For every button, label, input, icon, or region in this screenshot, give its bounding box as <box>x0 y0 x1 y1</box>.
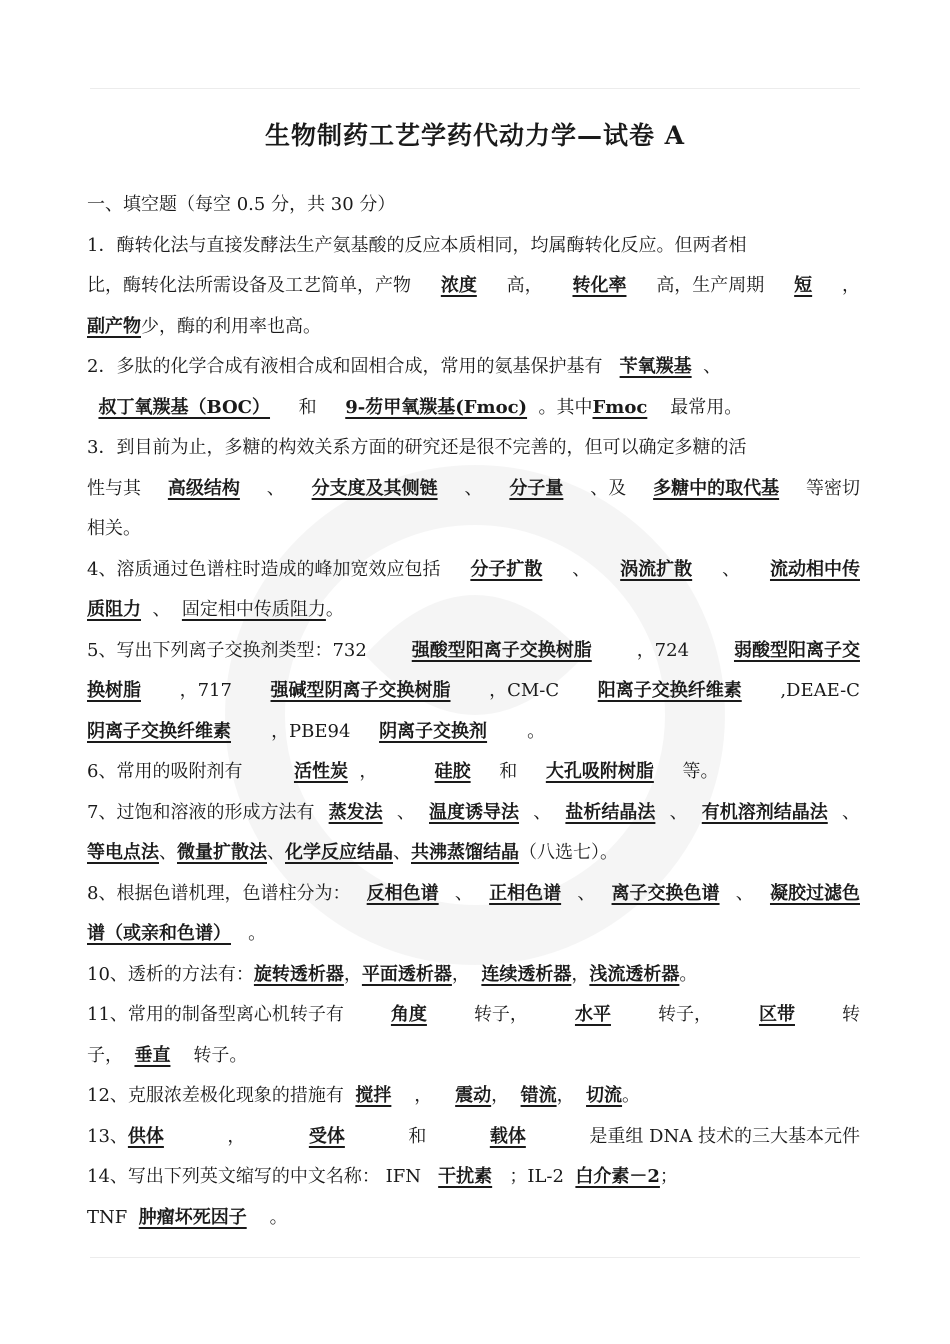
q14-text: 14、写出下列英文缩写的中文名称： IFN <box>87 1166 421 1187</box>
q12-answer-1: 搅拌 <box>355 1085 392 1106</box>
q11-text: 转子。 <box>193 1044 248 1066</box>
q4-answer-4: 固定相中传质阻力 <box>181 599 326 620</box>
q7-line-2 <box>87 833 860 874</box>
q12-text: 12、克服浓差极化现象的措施有 <box>87 1085 344 1106</box>
q2-line-1 <box>87 347 860 388</box>
q13-answer-2: 受体 <box>308 1125 345 1147</box>
q13-answer-1: 供体 <box>127 1125 164 1147</box>
q10-answer-1: 旋转透析器 <box>253 963 344 985</box>
q13-line <box>87 1117 860 1158</box>
q3-line-2 <box>87 469 860 510</box>
q5-line-2 <box>87 671 860 712</box>
q12-text: 。 <box>622 1085 641 1106</box>
q2-answer-3: 9-芴甲氧羰基(Fmoc) <box>345 396 528 418</box>
q10-text: 。 <box>679 963 698 985</box>
q1-line-1 <box>87 226 860 267</box>
q1-text: 1．酶转化法与直接发酵法生产氨基酸的反应本质相同，均属酶转化反应。但两者相 <box>87 234 747 256</box>
q1-line-2 <box>87 266 860 307</box>
q6-answer-3: 大孔吸附树脂 <box>545 761 654 782</box>
q5-answer-4: 阳离子交换纤维素 <box>597 680 742 701</box>
q11-answer-1: 角度 <box>390 1004 427 1025</box>
q7-answer-2: 温度诱导法 <box>429 801 520 823</box>
q7-answer-7: 化学反应结晶 <box>285 842 393 863</box>
q1-text: 少，酶的利用率也高。 <box>141 315 321 337</box>
q6-answer-1: 活性炭 <box>293 761 348 782</box>
q1-text: ， <box>841 275 860 296</box>
q14-line-1 <box>87 1157 860 1198</box>
exam-title: 生物制药工艺学药代动力学—试卷 A <box>264 121 686 150</box>
separator: 、 <box>669 801 688 823</box>
q14-answer-1: 干扰素 <box>438 1166 493 1187</box>
separator: ， <box>491 1085 510 1106</box>
separator: 、 <box>396 801 415 823</box>
q12-answer-2: 震动 <box>455 1085 492 1106</box>
q4-text: 、 <box>722 558 741 580</box>
q5-answer-6: 阴离子交换剂 <box>379 720 488 742</box>
q1-answer-4: 副产物 <box>87 315 141 337</box>
section-heading: 一、填空题（每空 0.5 分，共 30 分） <box>87 194 396 215</box>
q4-text: 4、溶质通过色谱柱时造成的峰加宽效应包括 <box>87 558 441 580</box>
q12-answer-4: 切流 <box>586 1085 623 1106</box>
q6-text: ， <box>359 761 378 782</box>
q2-text: 2．多肽的化学合成有液相合成和固相合成，常用的氨基保护基有 <box>87 356 603 377</box>
q11-line-2 <box>87 1036 860 1077</box>
q4-text: 、 <box>572 558 591 580</box>
q11-text: 转子， <box>473 1004 528 1025</box>
q14-text: ；IL-2 <box>509 1166 564 1187</box>
q7-answer-3: 盐析结晶法 <box>565 801 656 823</box>
separator: 、 <box>267 842 285 863</box>
separator: 、 <box>735 882 754 904</box>
q3-answer-1: 高级结构 <box>167 477 240 499</box>
q11-text: 转 <box>842 1004 860 1025</box>
q14-text: 。 <box>269 1206 288 1228</box>
q2-text: 。其中 <box>538 396 593 418</box>
q5-answer-3: 强碱型阴离子交换树脂 <box>270 680 451 701</box>
q8-line-2 <box>87 914 860 955</box>
q11-text: 11、常用的制备型离心机转子有 <box>87 1004 344 1025</box>
q5-text: ，PBE94 <box>271 720 351 742</box>
q3-text: 3．到目前为止，多糖的构效关系方面的研究还是很不完善的，但可以确定多糖的活 <box>87 437 747 458</box>
q4-line-1 <box>87 550 860 591</box>
q7-answer-8: 共沸蒸馏结晶 <box>411 842 519 863</box>
q12-answer-3: 错流 <box>520 1085 557 1106</box>
q5-line-1 <box>87 631 860 672</box>
q4-line-2 <box>87 590 860 631</box>
q4-answer-3-cont: 质阻力 <box>87 599 141 620</box>
q7-line-1 <box>87 793 860 834</box>
q1-answer-2: 转化率 <box>572 275 627 296</box>
separator: 、 <box>393 842 411 863</box>
q6-line <box>87 752 860 793</box>
q1-answer-1: 浓度 <box>440 275 477 296</box>
separator: ， <box>343 963 362 985</box>
q5-answer-2-cont: 换树脂 <box>87 680 141 701</box>
q6-answer-2: 硅胶 <box>434 761 471 782</box>
exam-body <box>87 185 860 1238</box>
q5-answer-1: 强酸型阳离子交换树脂 <box>411 639 592 661</box>
q13-text: 和 <box>408 1125 427 1147</box>
q11-answer-2: 水平 <box>574 1004 611 1025</box>
q1-line-3 <box>87 307 860 348</box>
q5-text: ，717 <box>179 680 232 701</box>
q14-answer-2: 白介素－2 <box>575 1166 660 1187</box>
q10-text: 10、透析的方法有： <box>87 963 254 985</box>
q5-answer-2: 弱酸型阳离子交 <box>733 639 860 661</box>
q14-text: ； <box>659 1166 678 1187</box>
q8-line-1 <box>87 874 860 915</box>
q3-line-3: 相关。 <box>87 518 141 539</box>
q2-line-2 <box>87 388 860 429</box>
q13-text: 13、 <box>87 1125 128 1147</box>
separator: ， <box>451 963 470 985</box>
q7-answer-6: 微量扩散法 <box>177 842 267 863</box>
separator: 、 <box>159 842 177 863</box>
q8-text: 8、根据色谱机理，色谱柱分为： <box>87 882 351 904</box>
separator: 、 <box>577 882 596 904</box>
q2-text: 和 <box>298 396 317 418</box>
q2-answer-4: Fmoc <box>592 396 648 418</box>
q8-answer-4: 凝胶过滤色 <box>769 882 860 904</box>
q1-text: 比，酶转化法所需设备及工艺简单，产物 <box>87 275 411 296</box>
q10-answer-4: 浅流透析器 <box>589 963 680 985</box>
q11-text: 转子， <box>657 1004 712 1025</box>
q1-answer-3: 短 <box>794 275 813 296</box>
q2-text: 最常用。 <box>670 396 743 418</box>
q3-answer-4: 多糖中的取代基 <box>653 477 780 499</box>
q1-text: 高，生产周期 <box>656 275 765 296</box>
separator: ， <box>571 963 590 985</box>
separator: 、 <box>533 801 552 823</box>
q12-line <box>87 1076 860 1117</box>
q6-text: 等。 <box>682 761 719 782</box>
q3-text: 等密切 <box>806 477 860 499</box>
q4-answer-2: 涡流扩散 <box>620 558 693 580</box>
q8-answer-1: 反相色谱 <box>366 882 439 904</box>
q5-answer-5: 阴离子交换纤维素 <box>87 720 231 742</box>
q7-answer-4: 有机溶剂结晶法 <box>701 801 828 823</box>
q8-answer-4-cont: 谱（或亲和色谱） <box>87 923 231 944</box>
q10-line <box>87 955 860 996</box>
q13-text: 是重组 DNA 技术的三大基本元件 <box>589 1125 860 1147</box>
bottom-divider <box>90 1257 860 1258</box>
q8-answer-2: 正相色谱 <box>489 882 562 904</box>
q3-text: 、及 <box>590 477 627 499</box>
q3-text: 、 <box>266 477 285 499</box>
q5-text: 。 <box>527 720 546 742</box>
q2-answer-2: 叔丁氧羰基（BOC） <box>98 396 271 418</box>
q8-answer-3: 离子交换色谱 <box>611 882 720 904</box>
top-divider <box>90 88 860 89</box>
q4-answer-1: 分子扩散 <box>470 558 543 580</box>
q13-text: ， <box>227 1125 246 1147</box>
q4-text: 。 <box>325 599 344 620</box>
q11-answer-3: 区带 <box>758 1004 795 1025</box>
q10-answer-2: 平面透析器 <box>361 963 452 985</box>
q10-answer-3: 连续透析器 <box>481 963 572 985</box>
q5-text: 5、写出下列离子交换剂类型：732 <box>87 639 367 661</box>
separator: 、 <box>454 882 473 904</box>
separator: 、 <box>841 801 860 823</box>
q3-line-1 <box>87 428 860 469</box>
q3-answer-2: 分支度及其侧链 <box>311 477 438 499</box>
q3-answer-3: 分子量 <box>509 477 564 499</box>
q11-answer-4: 垂直 <box>134 1044 171 1066</box>
q2-answer-1: 苄氧羰基 <box>619 356 692 377</box>
q1-text: 高， <box>506 275 543 296</box>
q5-text: ，724 <box>636 639 690 661</box>
q7-text: （八选七）。 <box>519 842 618 863</box>
q3-text: 性与其 <box>87 477 141 499</box>
q5-line-3 <box>87 712 860 753</box>
q11-line-1 <box>87 995 860 1036</box>
q14-text: TNF <box>87 1206 128 1228</box>
q14-line-2 <box>87 1198 860 1239</box>
q4-text: 、 <box>152 599 171 620</box>
q4-answer-3: 流动相中传 <box>769 558 860 580</box>
q3-text: 、 <box>464 477 483 499</box>
separator: ， <box>556 1085 575 1106</box>
q8-text: 。 <box>248 923 267 944</box>
separator: ， <box>414 1085 433 1106</box>
q13-answer-3: 载体 <box>489 1125 526 1147</box>
q7-text: 7、过饱和溶液的形成方法有 <box>87 801 315 823</box>
q7-answer-1: 蒸发法 <box>328 801 383 823</box>
q5-text: ，CM-C <box>489 680 560 701</box>
q2-text: 、 <box>703 356 722 377</box>
q5-text: ,DEAE-C <box>780 680 860 701</box>
q6-text: 6、常用的吸附剂有 <box>87 761 243 782</box>
q6-text: 和 <box>499 761 518 782</box>
q7-answer-5: 等电点法 <box>87 842 159 863</box>
q14-answer-3: 肿瘤坏死因子 <box>138 1206 247 1228</box>
q11-text: 子， <box>87 1044 123 1066</box>
